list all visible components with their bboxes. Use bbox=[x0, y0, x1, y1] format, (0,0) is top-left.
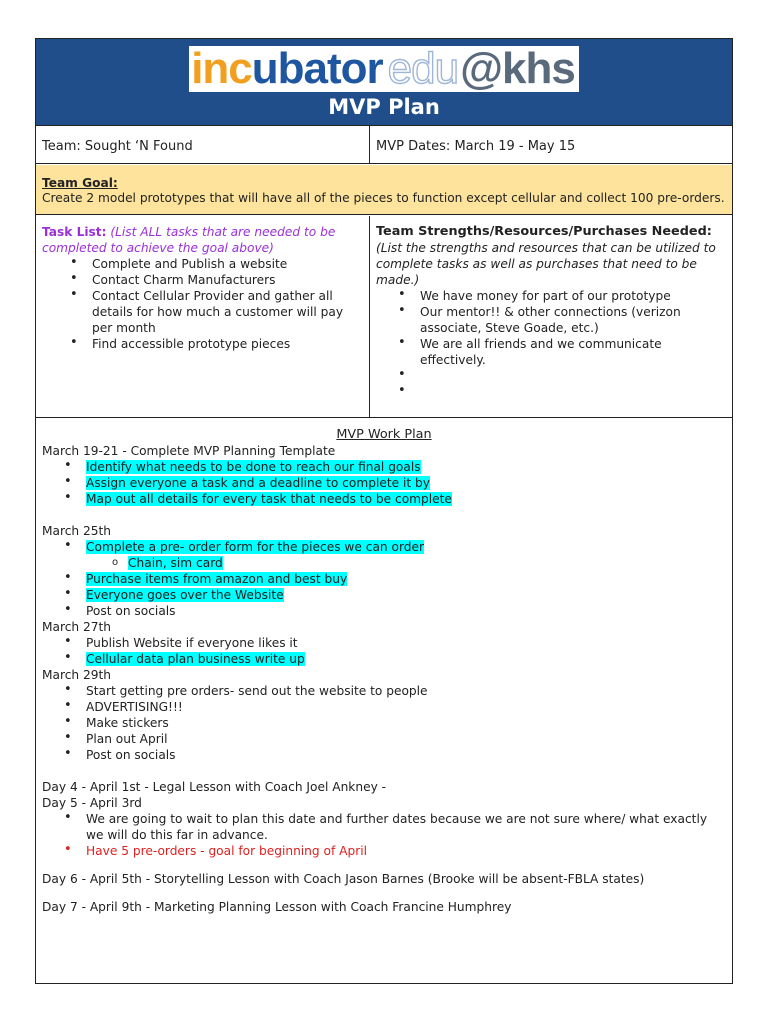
march27-entry: March 27th bbox=[42, 620, 112, 634]
list-item: • Have 5 pre-orders - goal for beginning of April bbox=[86, 843, 726, 859]
goal-text: Create 2 model prototypes that will have all of the pieces to function except cellular and collect 100 pre-orders. bbox=[42, 191, 725, 205]
list-item: • Purchase items from amazon and best buy bbox=[86, 571, 726, 587]
tasks-strengths-row bbox=[36, 216, 732, 418]
list-item: • Make stickers bbox=[86, 715, 726, 731]
day5-entry: Day 5 - April 3rd bbox=[42, 796, 142, 810]
list-item: • Publish Website if everyone likes it bbox=[86, 635, 726, 651]
list-item: • Everyone goes over the Website bbox=[86, 587, 726, 603]
task-list-note: (List ALL tasks that are needed to be completed to achieve the goal above) bbox=[42, 225, 336, 255]
strengths-list bbox=[376, 288, 726, 400]
list-item: • Assign everyone a task and a deadline to complete it by bbox=[86, 475, 726, 491]
list-item: • Contact Charm Manufacturers bbox=[92, 272, 363, 288]
march25-list-cont bbox=[42, 571, 726, 619]
incubatoredu-logo: inc ubator edu @khs bbox=[36, 45, 732, 93]
list-item: • Complete and Publish a website bbox=[92, 256, 363, 272]
list-item: • We have money for part of our prototype bbox=[420, 288, 726, 304]
mvp-plan-document bbox=[35, 38, 733, 984]
list-item: • Start getting pre orders- send out the website to people bbox=[86, 683, 726, 699]
list-item: • Identify what needs to be done to reach our final goals bbox=[86, 459, 726, 475]
goal-heading: Team Goal: bbox=[42, 176, 118, 190]
list-item: • Complete a pre- order form for the pieces we can order bbox=[86, 539, 726, 555]
list-item: • Map out all details for every task that needs to be complete bbox=[86, 491, 726, 507]
march29-entry: March 29th bbox=[42, 668, 112, 682]
task-list bbox=[42, 256, 363, 352]
march29-list bbox=[42, 683, 726, 763]
page-title: MVP Plan bbox=[328, 95, 440, 119]
list-item: • Post on socials bbox=[86, 603, 726, 619]
work-plan-section bbox=[36, 427, 732, 983]
list-item: • Find accessible prototype pieces bbox=[92, 336, 363, 352]
day4-entry: Day 4 - April 1st - Legal Lesson with Coach Joel Ankney - bbox=[42, 780, 387, 794]
day5-list bbox=[42, 811, 726, 859]
march25-list bbox=[42, 539, 726, 555]
team-goal-row bbox=[36, 165, 732, 215]
march19-entry: March 19-21 - Complete MVP Planning Template bbox=[42, 444, 336, 458]
task-list-heading: Task List: bbox=[42, 225, 107, 239]
mvp-dates: MVP Dates: March 19 - May 15 bbox=[376, 139, 576, 154]
list-item bbox=[420, 368, 726, 384]
march19-list bbox=[42, 459, 726, 507]
team-row bbox=[36, 126, 732, 164]
team-name: Team: Sought ‘N Found bbox=[42, 139, 193, 154]
list-sub-item: o Chain, sim card bbox=[42, 555, 726, 571]
list-item: • Our mentor!! & other connections (verizon associate, Steve Goade, etc.) bbox=[420, 304, 726, 336]
task-list-header bbox=[42, 224, 363, 256]
list-item: • Plan out April bbox=[86, 731, 726, 747]
work-plan-heading: MVP Work Plan bbox=[336, 427, 432, 442]
list-item: • We are all friends and we communicate effectively. bbox=[420, 336, 726, 368]
day7-entry: Day 7 - April 9th - Marketing Planning Lesson with Coach Francine Humphrey bbox=[42, 900, 512, 914]
list-item: • Post on socials bbox=[86, 747, 726, 763]
list-item: • We are going to wait to plan this date and further dates because we are not sure where/ what exactly we will do this far in advance. bbox=[86, 811, 726, 843]
header-banner bbox=[36, 39, 732, 126]
list-item: • Cellular data plan business write up bbox=[86, 651, 726, 667]
march27-list bbox=[42, 635, 726, 667]
strengths-note: (List the strengths and resources that can be utilized to complete tasks as well as purchases that need to be made.) bbox=[376, 241, 716, 287]
list-item bbox=[420, 384, 726, 400]
march25-entry: March 25th bbox=[42, 524, 112, 538]
list-item: • Contact Cellular Provider and gather all details for how much a customer will pay per month bbox=[92, 288, 363, 336]
list-item: • ADVERTISING!!! bbox=[86, 699, 726, 715]
strengths-heading: Team Strengths/Resources/Purchases Needed: bbox=[376, 224, 712, 239]
day6-entry: Day 6 - April 5th - Storytelling Lesson with Coach Jason Barnes (Brooke will be absent-FBLA states) bbox=[42, 872, 645, 886]
